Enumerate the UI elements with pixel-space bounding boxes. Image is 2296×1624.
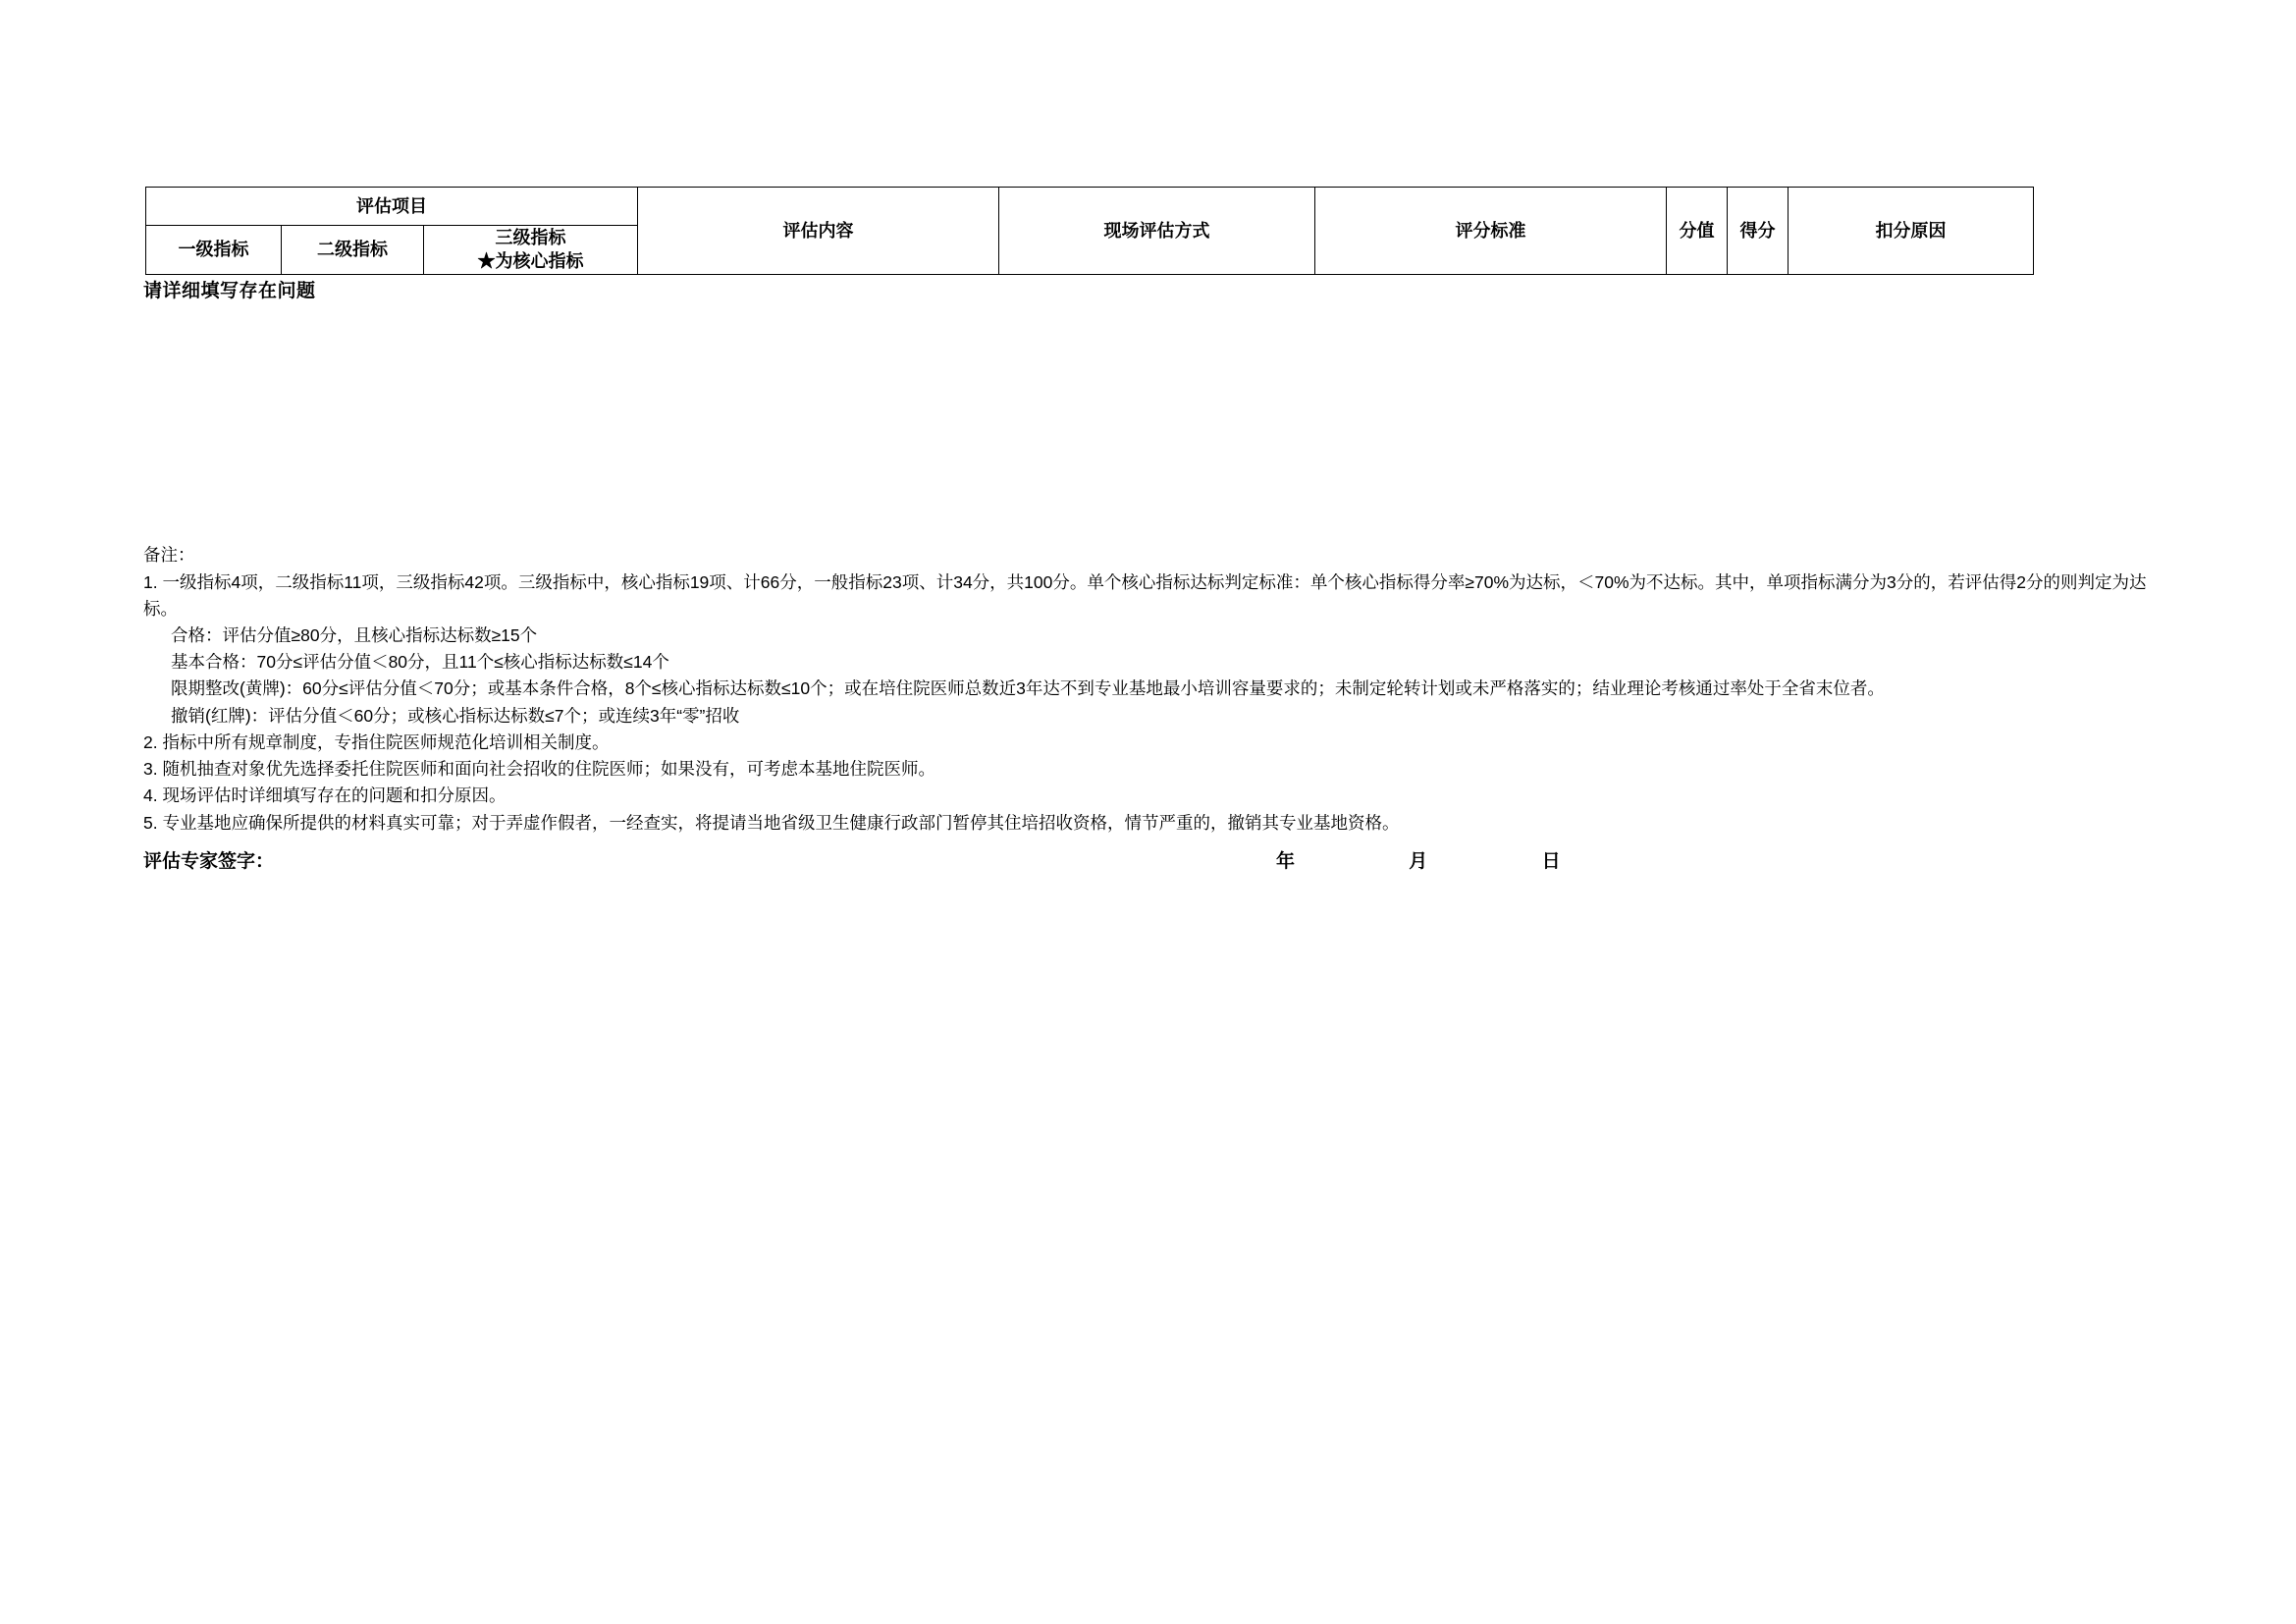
signature-year: 年 — [1276, 851, 1296, 872]
header-eval-method: 现场评估方式 — [999, 188, 1315, 275]
remarks-line-8: 4. 现场评估时详细填写存在的问题和扣分原因。 — [143, 785, 507, 806]
header-level3-line2: ★为核心指标 — [477, 251, 584, 272]
expert-signature-label: 评估专家签字： — [143, 851, 275, 872]
header-score-value: 分值 — [1667, 188, 1728, 275]
header-level1-indicator: 一级指标 — [146, 226, 282, 275]
evaluation-table — [145, 187, 2034, 275]
header-level2-indicator: 二级指标 — [282, 226, 424, 275]
remarks-title: 备注： — [143, 545, 195, 565]
remarks-line-7: 3. 随机抽查对象优先选择委托住院医师和面向社会招收的住院医师；如果没有，可考虑本基地住院医师。 — [143, 759, 935, 779]
fill-problem-note: 请详细填写存在问题 — [143, 281, 316, 301]
remarks-block — [143, 542, 2165, 837]
remarks-line-5: 撤销(红牌)：评估分值＜60分；或核心指标达标数≤7个；或连续3年“零”招收 — [171, 705, 740, 726]
remarks-line-9: 5. 专业基地应确保所提供的材料真实可靠；对于弄虚作假者，一经查实，将提请当地省级卫生健康行政部门暂停其住培招收资格，情节严重的，撤销其专业基地资格。 — [143, 812, 1400, 833]
signature-month: 月 — [1409, 851, 1428, 872]
header-score-got: 得分 — [1728, 188, 1789, 275]
remarks-line-2: 合格：评估分值≥80分，且核心指标达标数≥15个 — [171, 624, 538, 645]
signature-date — [1276, 846, 1561, 873]
signature-day: 日 — [1541, 851, 1561, 872]
remarks-line-3: 基本合格：70分≤评估分值＜80分，且11个≤核心指标达标数≤14个 — [171, 652, 669, 672]
remarks-line-6: 2. 指标中所有规章制度，专指住院医师规范化培训相关制度。 — [143, 731, 610, 752]
header-scoring-standard: 评分标准 — [1315, 188, 1667, 275]
remarks-line-1: 1. 一级指标4项，二级指标11项，三级指标42项。三级指标中，核心指标19项、计66分，一般指标23项、计34分，共100分。单个核心指标达标判定标准：单个核心指标得分率≥70%为达标，＜70%为不达标。其中，单项指标满分为3分的，若评估得2分的则判定为达标。 — [143, 572, 2147, 619]
header-level3-indicator — [424, 226, 638, 275]
header-eval-project: 评估项目 — [146, 188, 638, 226]
header-eval-content: 评估内容 — [638, 188, 999, 275]
remarks-line-4: 限期整改(黄牌)：60分≤评估分值＜70分；或基本条件合格，8个≤核心指标达标数≤10个；或在培住院医师总数近3年达不到专业基地最小培训容量要求的；未制定轮转计划或未严格落实的；结业理论考核通过率处于全省末位者。 — [171, 678, 1885, 699]
header-deduction-reason: 扣分原因 — [1789, 188, 2034, 275]
header-level3-line1: 三级指标 — [495, 228, 566, 247]
table-header-row-1 — [146, 188, 2034, 226]
